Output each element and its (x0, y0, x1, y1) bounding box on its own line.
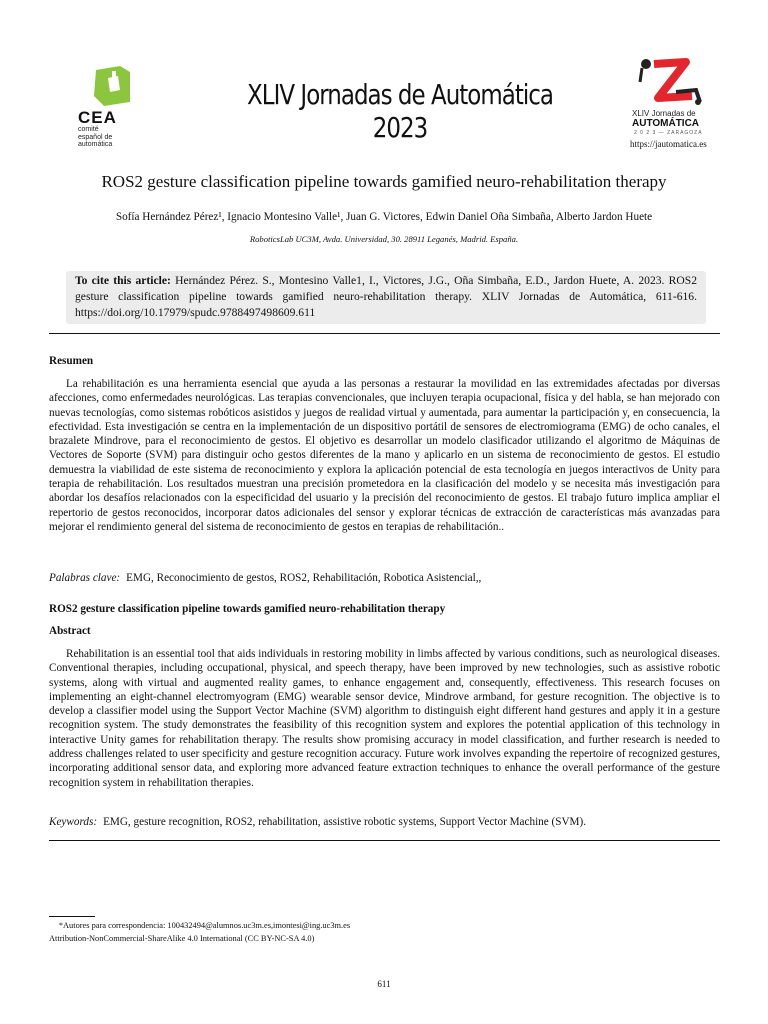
cea-logo-subtext: comité español de automática (78, 126, 113, 148)
page-number: 611 (377, 979, 391, 989)
divider-top (49, 333, 720, 334)
palabras-clave-label: Palabras clave: (49, 572, 121, 584)
english-title: ROS2 gesture classification pipeline towards gamified neuro-rehabilitation therapy (49, 603, 446, 615)
keywords-label: Keywords: (49, 816, 98, 828)
footnote-correspondence (49, 921, 350, 930)
cea-logo-mark-icon (90, 66, 134, 106)
footnote-marker: * (58, 921, 63, 930)
affiliation: RoboticsLab UC3M, Avda. Universidad, 30. 28911 Leganés, Madrid. España. (249, 234, 519, 244)
resumen-body: La rehabilitación es una herramienta esencial que ayuda a las personas a restaurar la movilidad en las extremidades afectadas por diversas afecciones, como enfermedades neurológicas. Las terapias convencionales, que incluyen terapia ocupacional, física y del habla, se han mejorado con nuevas tecnologías, como sistemas robóticos asistidos y juegos de realidad virtual y aumentada, para aumentar la participación y, en consecuencia, la efectividad. Esta investigación se centra en la implementación de un dispositivo portátil de sensores de electromiograma (EMG) de ocho canales, el brazalete Mindrove, para el reconocimiento de gestos. El objetivo es desarrollar un modelo clasificador utilizando el algoritmo de Máquinas de Vectores de Soporte (SVM) para distinguir ocho gestos diferentes de la mano y aplicarlo en un sistema de reconocimiento de gestos. El estudio demuestra la viabilidad de este sistema de reconocimiento y explora la aplicación potencial de esta tecnología en juegos interactivos de Unity para terapia de rehabilitación. Los resultados muestran una precisión prometedora en la clasificación del modelo y se necesita más investigación para abordar los desafíos relacionados con la especificidad del usuario y la precisión del reconocimiento de gestos. El trabajo futuro implica ampliar el repertorio de gestos reconocidos, incorporar datos adicionales del sensor y explorar técnicas de extracción de características más avanzadas para mejorar el rendimiento general del sistema de reconocimiento de gestos en terapias de rehabilitación.. (49, 378, 720, 533)
z-logo-line3: 2 0 2 3 — ZARAGOZA (634, 130, 703, 136)
citation-label: To cite this article: (75, 274, 171, 287)
z-logo-line1: XLIV Jornadas de (632, 109, 696, 118)
authors: Sofía Hernández Pérez¹, Ignacio Montesino Valle¹, Juan G. Victores, Edwin Daniel Oña Simbaña, Alberto Jardon Huete (115, 211, 653, 223)
z-logo-mark-icon (636, 56, 702, 108)
cea-logo-text: CEA (78, 108, 117, 127)
citation-box (66, 271, 706, 324)
jornadas-logo (632, 56, 714, 136)
palabras-clave-values: EMG, Reconocimiento de gestos, ROS2, Rehabilitación, Robotica Asistencial,, (126, 572, 482, 584)
resumen-heading: Resumen (49, 355, 94, 367)
abstract-heading: Abstract (49, 625, 91, 637)
conference-url[interactable]: https://jautomatica.es (630, 139, 707, 149)
abstract-body: Rehabilitation is an essential tool that aids individuals in restoring mobility in limbs affected by various conditions, such as neurological diseases. Conventional therapies, including occupational, physical, and speech therapy, have been improved by new technologies, such as assistive robotic systems, along with virtual and augmented reality games, to enhance engagement and, consequently, effectiveness. This research focuses on implementing an eight-channel electromyogram (EMG) wearable sensor device, Mindrove armband, for gesture recognition. The objective is to develop a classifier model using the Support Vector Machine (SVM) algorithm to distinguish eight different hand gestures and apply it in a gesture recognition system. The study demonstrates the feasibility of this recognition system and explores the potential application of this technology in interactive Unity games for rehabilitation therapy. The results show promising accuracy in model classification, and further research is needed to address challenges related to user specificity and gesture recognition accuracy. Future work involves expanding the repertoire of recognized gestures, incorporating additional sensor data, and exploring more advanced feature extraction techniques to enhance the overall performance of the gesture recognition system in rehabilitation therapies. (49, 648, 720, 789)
footnote-rule (49, 916, 95, 917)
cea-logo (78, 66, 148, 148)
keywords (49, 816, 720, 828)
citation-text[interactable]: Hernández Pérez. S., Montesino Valle1, I., Victores, J.G., Oña Simbaña, E.D., Jardon Huete, A. 2023. ROS2 gesture classification pipeline towards gamified neuro-rehabilitation therapy. XLIV Jornadas de Automática, 611-616. https://doi.org/10.17979/spudc.9788497498609.611 (75, 274, 697, 319)
paper-title: ROS2 gesture classification pipeline towards gamified neuro-rehabilitation therapy (101, 172, 667, 191)
divider-bottom (49, 840, 720, 841)
correspondence-text: Autores para correspondencia: 100432494@alumnos.uc3m.es,imontesi@ing.uc3m.es (63, 921, 351, 930)
footnote-license: Attribution-NonCommercial-ShareAlike 4.0 International (CC BY-NC-SA 4.0) (49, 934, 315, 943)
z-logo-line2: AUTOMÁTICA (632, 118, 700, 129)
palabras-clave (49, 572, 720, 584)
keywords-values: EMG, gesture recognition, ROS2, rehabilitation, assistive robotic systems, Support Vector Machine (SVM). (103, 816, 587, 828)
conference-title: XLIV Jornadas de Automática 2023 (247, 78, 553, 144)
